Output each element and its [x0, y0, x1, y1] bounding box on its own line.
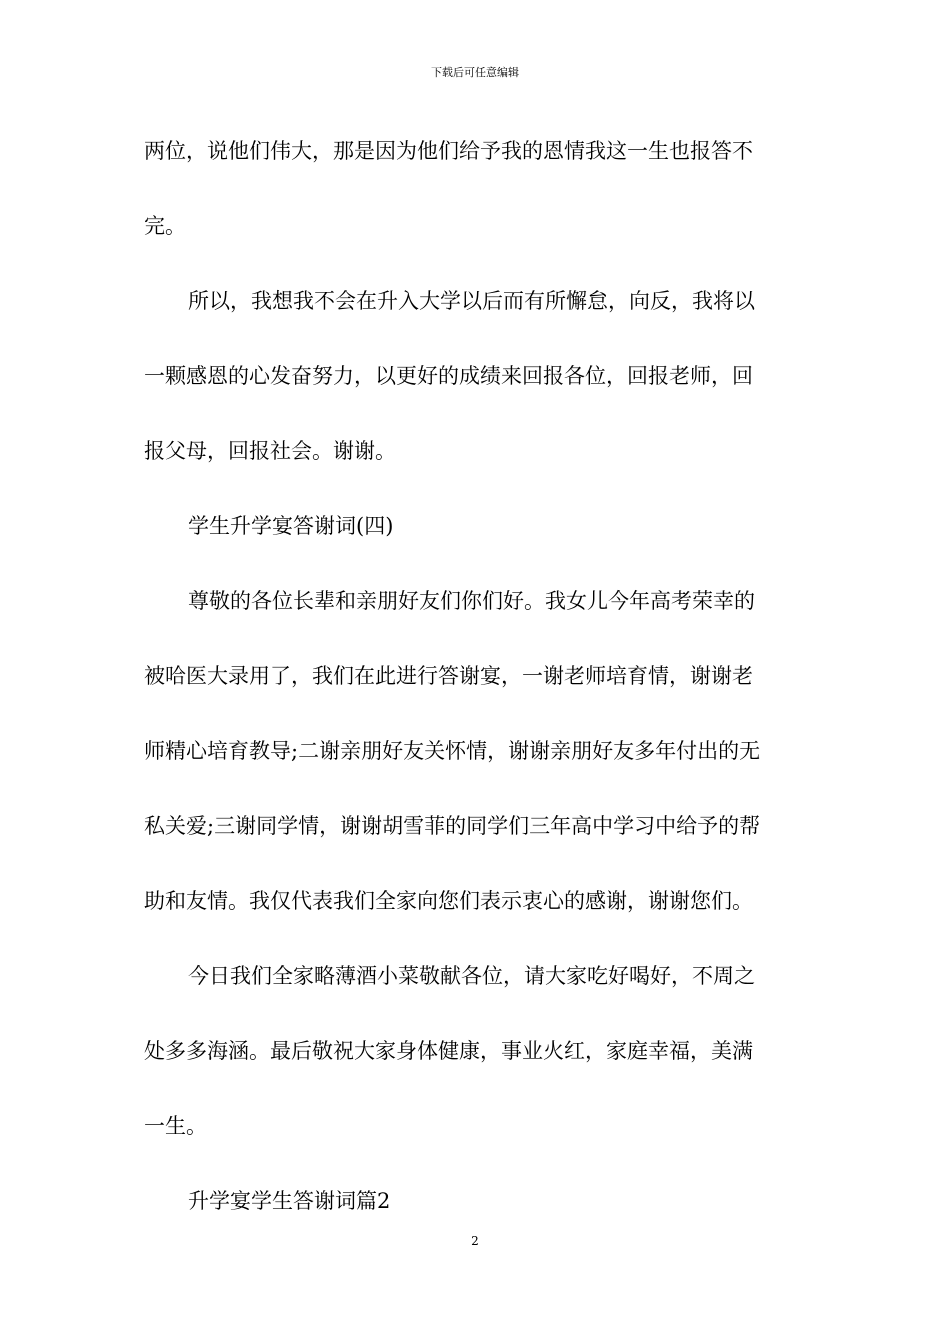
body-line-5: 报父母，回报社会。谢谢。 [144, 439, 396, 463]
body-line-14: 一生。 [144, 1114, 207, 1138]
body-line-2: 完。 [144, 214, 186, 238]
body-line-10: 私关爱;三谢同学情，谢谢胡雪菲的同学们三年高中学习中给予的帮 [144, 814, 761, 838]
section-heading-2: 升学宴学生答谢词篇2 [188, 1189, 391, 1213]
body-line-1: 两位，说他们伟大，那是因为他们给予我的恩情我这一生也报答不 [144, 139, 753, 163]
body-line-3: 所以，我想我不会在升入大学以后而有所懈怠，向反，我将以 [188, 289, 755, 313]
page-number: 2 [471, 1234, 479, 1248]
body-line-11: 助和友情。我仅代表我们全家向您们表示衷心的感谢，谢谢您们。 [144, 889, 753, 913]
body-line-12: 今日我们全家略薄酒小菜敬献各位，请大家吃好喝好，不周之 [188, 964, 755, 988]
body-line-9: 师精心培育教导;二谢亲朋好友关怀情，谢谢亲朋好友多年付出的无 [144, 739, 761, 763]
body-line-4: 一颗感恩的心发奋努力，以更好的成绩来回报各位，回报老师，回 [144, 364, 753, 388]
body-line-7: 尊敬的各位长辈和亲朋好友们你们好。我女儿今年高考荣幸的 [188, 589, 755, 613]
section-heading-4: 学生升学宴答谢词(四) [188, 514, 394, 538]
page-header: 下载后可任意编辑 [431, 66, 519, 79]
body-line-13: 处多多海涵。最后敬祝大家身体健康，事业火红，家庭幸福，美满 [144, 1039, 753, 1063]
body-line-8: 被哈医大录用了，我们在此进行答谢宴，一谢老师培育情，谢谢老 [144, 664, 753, 688]
